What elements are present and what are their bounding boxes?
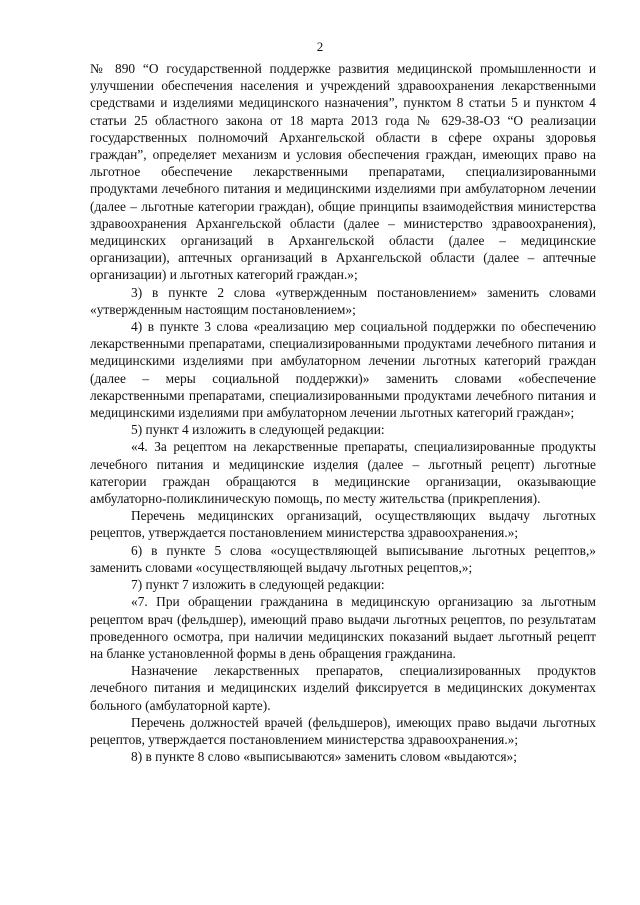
paragraph-item-4: 4) в пункте 3 слова «реализацию мер социальной поддержки по обеспечению лекарственными препаратами, специализированными продуктами лечебного питания и медицинскими изделиями при амбулаторном лечении льготных категорий граждан (далее – меры социальной поддержки)» заменить словами «обеспечение лекарственными препаратами, специализированными продуктами лечебного питания и медицинскими изделиями при амбулаторном лечении льготных категорий граждан»; [90,319,596,421]
paragraph-organizations-list: Перечень медицинских организаций, осуществляющих выдачу льготных рецептов, утверждается постановлением министерства здравоохранения.»; [90,508,596,541]
paragraph-quoted-point-7: «7. При обращении гражданина в медицинскую организацию за льготным рецептом врач (фельдшер), имеющий право выдачи льготных рецептов, по результатам проведенного осмотра, при наличии медицинских показаний выдает льготный рецепт на бланке установленной формы в день обращения гражданина. [90,594,596,661]
paragraph-item-8: 8) в пункте 8 слово «выписываются» заменить словом «выдаются»; [131,749,517,765]
paragraph-item-7: 7) пункт 7 изложить в следующей редакции: [131,577,385,593]
paragraph-quoted-point-4: «4. За рецептом на лекарственные препараты, специализированные продукты лечебного питания и медицинские изделия (далее – льготный рецепт) льготные категории граждан обращаются в медицинские организации, оказывающие амбулаторно-поликлиническую помощь, по месту жительства (прикрепления). [90,439,596,507]
paragraph-preamble-continuation: № 890 “О государственной поддержке развития медицинской промышленности и улучшении обеспечения населения и учреждений здравоохранения лекарственными средствами и изделиями медицинского назначения”, пунктом 8 статьи 5 и пунктом 4 статьи 25 областного закона от 18 марта 2013 года № 629-38-ОЗ “О реализации государственных полномочий Архангельской области в сфере охраны здоровья граждан”, определяет механизм и условия обеспечения граждан, имеющих право на льготное обеспечение лекарственными препаратами, специализированными продуктами лечебного питания и медицинскими изделиями при амбулаторном лечении (далее – льготные категории граждан), общие принципы взаимодействия министерства здравоохранения Архангельской области (далее – министерство здравоохранения), медицинских организаций в Архангельской области (далее – медицинские организации), аптечных организаций в Архангельской области (далее – аптечные организации) и льготных категорий граждан.»; [90,61,596,283]
paragraph-item-5: 5) пункт 4 изложить в следующей редакции: [131,422,385,438]
paragraph-item-6: 6) в пункте 5 слова «осуществляющей выписывание льготных рецептов,» заменить словами «осуществляющей выдачу льготных рецептов,»; [90,542,596,575]
page-number: 2 [316,39,324,54]
document-body [90,60,596,765]
paragraph-item-3: 3) в пункте 2 слова «утвержденным постановлением» заменить словами «утвержденным настоящим постановлением»; [90,284,596,317]
paragraph-positions-list: Перечень должностей врачей (фельдшеров), имеющих право выдачи льготных рецептов, утверждается постановлением министерства здравоохранения.»; [90,714,596,747]
paragraph-prescription-record: Назначение лекарственных препаратов, специализированных продуктов лечебного питания и медицинских изделий фиксируется в медицинских документах больного (амбулаторной карте). [90,663,596,713]
